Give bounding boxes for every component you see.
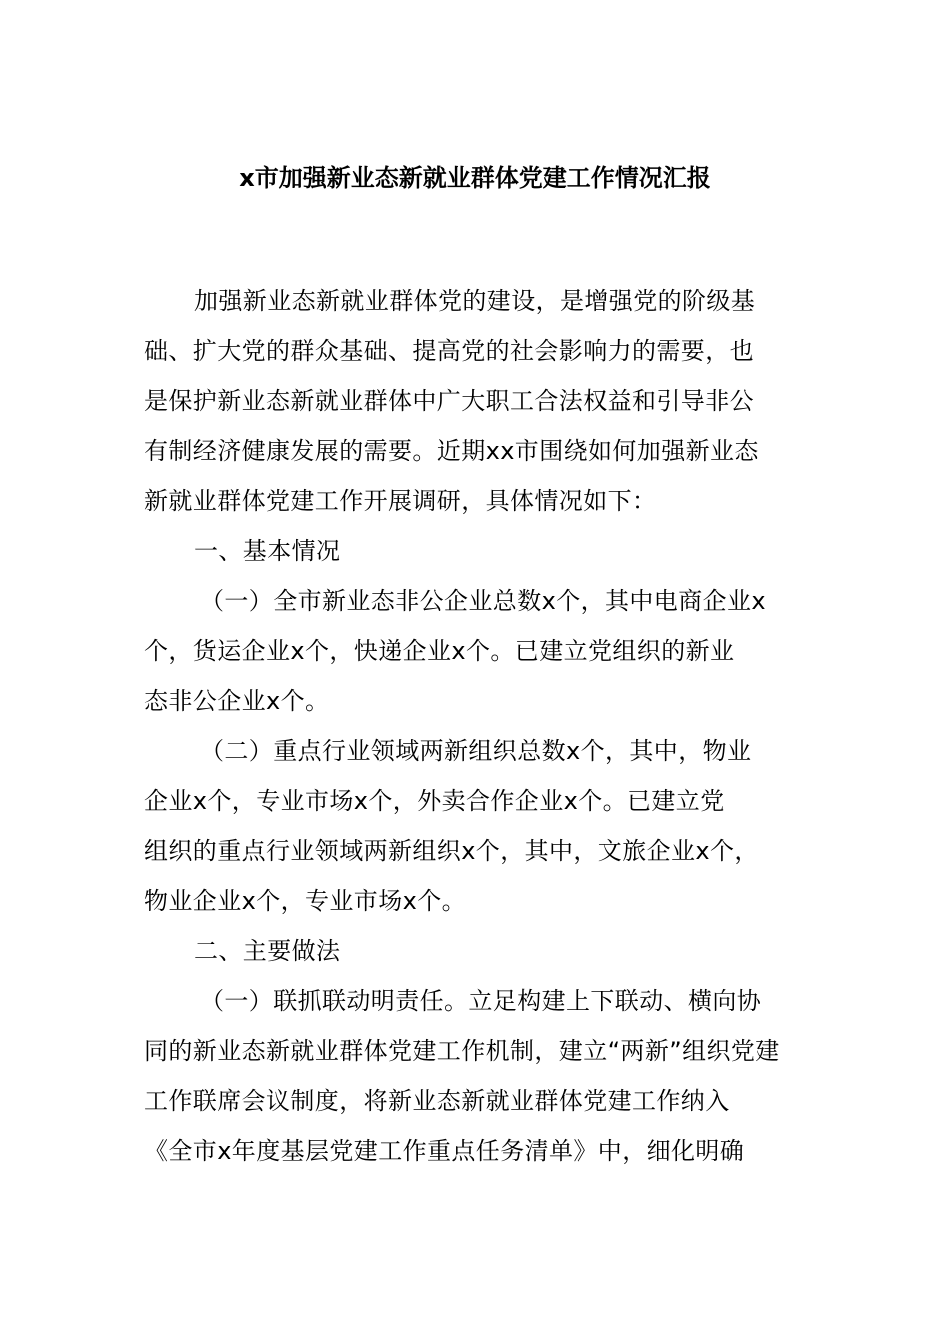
paragraph-line: 础、扩大党的群众基础、提高党的社会影响力的需要，也 [144, 337, 754, 365]
paragraph-line: 加强新业态新就业群体党的建设，是增强党的阶级基 [194, 287, 756, 315]
paragraph-line: 组织的重点行业领域两新组织x个，其中，文旅企业x个， [144, 837, 759, 865]
paragraph-line: 个，货运企业x个，快递企业x个。已建立党组织的新业 [144, 637, 735, 665]
paragraph-line: 物业企业x个，专业市场x个。 [144, 887, 467, 915]
section-heading: 二、主要做法 [194, 937, 341, 965]
paragraph-line: 有制经济健康发展的需要。近期xx市围绕如何加强新业态 [144, 437, 759, 465]
section-heading: 一、基本情况 [194, 537, 341, 565]
paragraph-line: （一）联抓联动明责任。立足构建上下联动、横向协 [200, 987, 762, 1015]
paragraph-line: 态非公企业x个。 [144, 687, 330, 715]
paragraph-line: 《全市x年度基层党建工作重点任务清单》中，细化明确 [144, 1137, 745, 1165]
paragraph-line: 同的新业态新就业群体党建工作机制，建立“两新”组织党建 [144, 1037, 780, 1065]
paragraph-line: （一）全市新业态非公企业总数x个，其中电商企业x [200, 587, 767, 615]
paragraph-line: （二）重点行业领域两新组织总数x个，其中，物业 [200, 737, 752, 765]
paragraph-line: 是保护新业态新就业群体中广大职工合法权益和引导非公 [144, 387, 754, 415]
paragraph-line: 企业x个，专业市场x个，外卖合作企业x个。已建立党 [144, 787, 725, 815]
paragraph-line: 工作联席会议制度，将新业态新就业群体党建工作纳入 [144, 1087, 730, 1115]
paragraph-line: 新就业群体党建工作开展调研，具体情况如下： [144, 487, 657, 515]
document-title: x市加强新业态新就业群体党建工作情况汇报 [239, 164, 711, 192]
